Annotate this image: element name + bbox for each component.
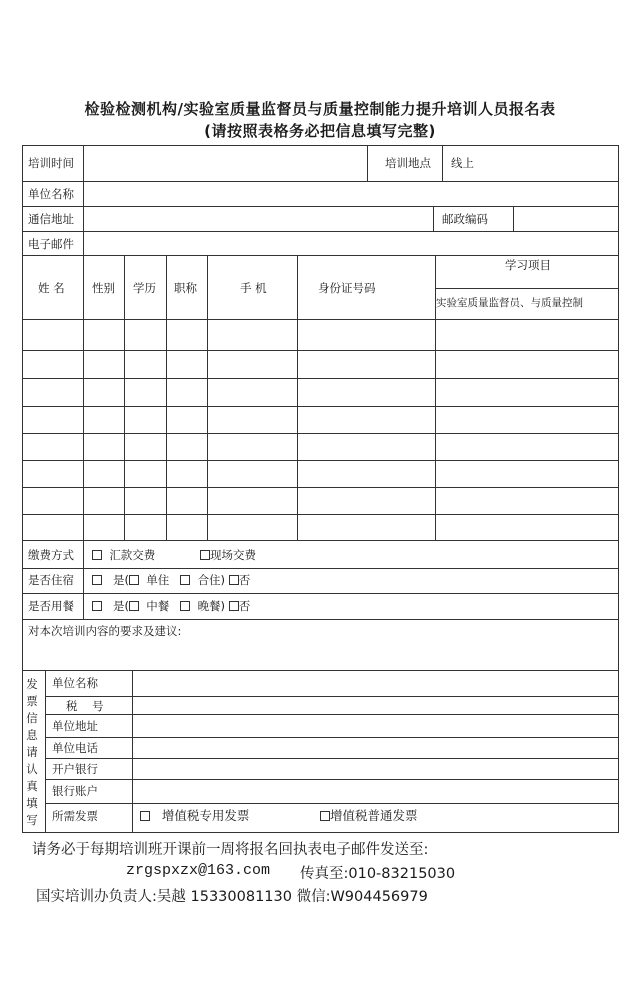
col-title-header: 职称 [174,281,197,295]
invoice-phone-label: 单位电话 [52,741,98,755]
invoice-side-char: 息 [26,728,38,742]
payment-option-onsite[interactable] [200,548,256,562]
checkbox-icon[interactable] [92,601,102,611]
address-label: 通信地址 [28,212,74,226]
payment-opt1-text: 汇款交费 [109,548,156,562]
col-gender-header: 性别 [92,281,115,295]
lodging-single-text: 单住 [146,573,170,587]
invoice-account-label: 银行账户 [52,784,98,798]
footer-instruction: 请务必于每期培训班开课前一周将报名回执表电子邮件发送至: [32,842,429,858]
col-name-header: 姓 名 [38,281,65,295]
invoice-tax-id-label: 税 号 [66,699,104,713]
invoice-type-special[interactable] [140,809,249,823]
footer-fax: 传真至:010-83215030 [300,866,456,882]
invoice-side-char: 填 [26,796,38,810]
checkbox-icon[interactable] [92,550,102,560]
form-subtitle: (请按照表格务必把信息填写完整) [204,122,436,140]
payment-label: 缴费方式 [28,548,74,562]
invoice-unit-name-label: 单位名称 [52,676,98,690]
lodging-shared-text: 合住) [197,573,226,587]
invoice-side-char: 发 [26,677,38,691]
checkbox-icon[interactable] [180,575,190,585]
invoice-side-char: 信 [26,711,38,725]
meal-label: 是否用餐 [28,599,74,613]
invoice-side-char: 请 [26,745,38,759]
checkbox-icon[interactable] [180,601,190,611]
checkbox-icon[interactable] [140,811,150,821]
checkbox-icon[interactable] [200,550,210,560]
lodging-yes-text: 是( [112,573,129,587]
invoice-special-text: 增值税专用发票 [161,808,250,823]
training-location-value: 线上 [451,156,474,170]
project-name: 实验室质量监督员、与质量控制 [436,297,583,309]
checkbox-icon[interactable] [229,575,239,585]
training-location-label: 培训地点 [385,156,431,170]
checkbox-icon[interactable] [229,601,239,611]
invoice-normal-text: 增值税普通发票 [330,808,418,823]
meal-options [92,599,250,613]
unit-name-label: 单位名称 [28,187,74,201]
payment-option-transfer[interactable] [92,548,155,562]
col-project-header: 学习项目 [505,258,551,272]
meal-yes-text: 是( [112,599,129,613]
postcode-label: 邮政编码 [442,212,488,226]
footer-email[interactable]: zrgspxzx@163.com [126,862,271,879]
meal-dinner-text: 晚餐) [197,599,226,613]
checkbox-icon[interactable] [129,575,139,585]
training-time-label: 培训时间 [28,156,74,170]
col-education-header: 学历 [133,281,156,295]
invoice-address-label: 单位地址 [52,719,98,733]
invoice-side-char: 写 [26,813,38,827]
checkbox-icon[interactable] [92,575,102,585]
invoice-type-normal[interactable] [320,809,418,823]
invoice-type-label: 所需发票 [52,809,98,823]
invoice-side-char: 真 [26,779,38,793]
form-title: 检验检测机构/实验室质量监督员与质量控制能力提升培训人员报名表 [84,100,556,118]
lodging-options [92,573,250,587]
meal-lunch-text: 中餐 [146,599,170,613]
col-idnumber-header: 身份证号码 [318,281,376,295]
lodging-no-text: 否 [238,573,251,587]
payment-opt2-text: 现场交费 [210,548,256,562]
suggestion-label: 对本次培训内容的要求及建议: [28,624,182,638]
invoice-bank-label: 开户银行 [52,762,98,776]
meal-no-text: 否 [238,599,251,613]
invoice-side-char: 认 [26,762,38,776]
footer-contact: 国实培训办负责人:吴越 15330081130 微信:W904456979 [36,889,428,905]
lodging-label: 是否住宿 [28,573,74,587]
invoice-side-char: 票 [26,694,38,708]
checkbox-icon[interactable] [129,601,139,611]
col-phone-header: 手 机 [240,281,267,295]
email-label: 电子邮件 [28,237,74,251]
checkbox-icon[interactable] [320,811,330,821]
